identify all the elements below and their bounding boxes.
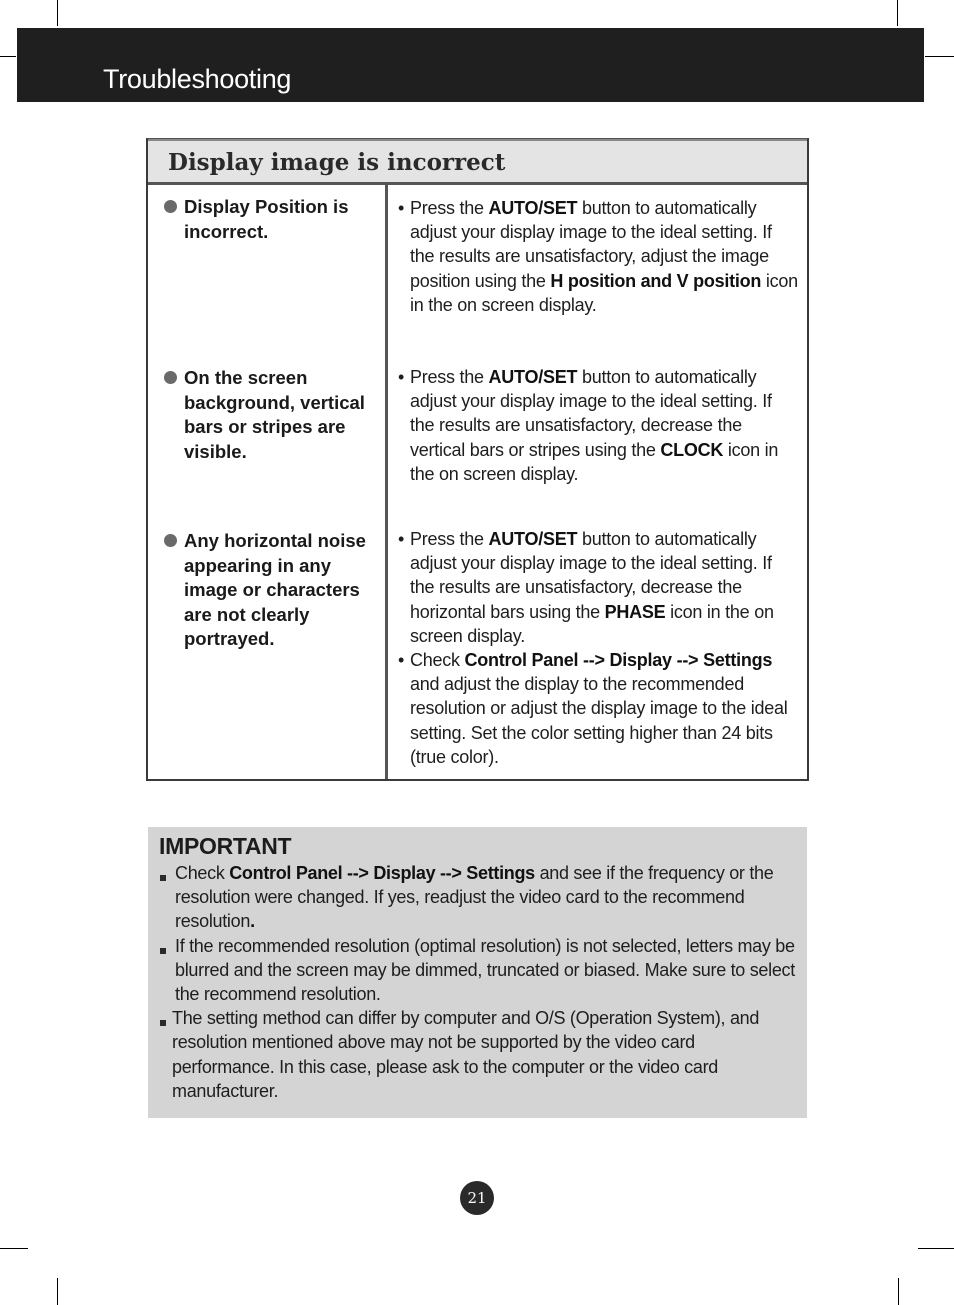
solution-text: Press the [410,529,489,549]
problem-label: Display Position is incorrect. [184,196,349,242]
crop-mark [0,56,16,57]
crop-mark [918,1248,954,1249]
important-item [158,1006,798,1103]
problem-label: On the screen background, vertical bars or stripes are visible. [184,367,365,462]
bullet-icon: • [398,529,405,549]
solution-bold: AUTO/SET [488,367,578,387]
solution-bold: PHASE [604,601,666,622]
solution-item [398,648,798,769]
problem-label: Any horizontal noise appearing in any image or characters are not clearly portrayed. [184,530,366,649]
solution-text: button to automatically adjust your display image to the ideal setting. If the results are unsatisfactory, adjust the image position using the [410,198,772,291]
solution-horizontal-noise [398,527,798,769]
important-text: If the recommended resolution (optimal resolution) is not selected, letters may be blurred and the screen may be dimmed, truncated or biased. Make sure to select the recommend resolution. [175,935,795,1005]
important-text: The setting method can differ by computer and O/S (Operation System), and resolution mentioned above may not be supported by the video card performance. In this case, please ask to the computer or the video card manufacturer. [172,1008,760,1101]
solution-text: and adjust the display to the recommended resolution or adjust the display image to the ideal setting. Set the color setting higher than 24 bits (true color). [410,674,788,767]
solution-bold: AUTO/SET [488,198,578,218]
bullet-icon [164,371,177,384]
important-bold: . [250,911,255,932]
important-bold: Control Panel --> Display --> Settings [229,863,535,883]
page-number: 21 [460,1181,494,1215]
table-header [148,139,807,185]
problem-vertical-bars [162,366,377,464]
bullet-icon [164,200,177,213]
solution-item [398,527,798,648]
bullet-icon [164,534,177,547]
solution-item [398,365,798,486]
solution-text: Press the [410,367,489,387]
solution-bold: H position and V position [550,270,762,291]
crop-mark [898,1278,899,1305]
crop-mark [897,0,898,26]
bullet-icon: • [398,650,405,671]
bullet-icon: • [398,367,405,387]
solution-bold: AUTO/SET [488,529,578,549]
solution-text: Press the [410,198,489,218]
solution-item [398,196,798,317]
problem-horizontal-noise [162,529,377,652]
important-item [158,861,798,934]
page-title: Troubleshooting [103,64,292,94]
troubleshooting-table [146,138,809,781]
square-bullet-icon [160,1020,166,1026]
solution-text: icon in the on screen display. [410,270,798,315]
solution-vertical-bars [398,365,798,486]
important-item [158,934,798,1007]
important-title: IMPORTANT [159,833,292,859]
crop-mark [925,56,954,57]
crop-mark [57,0,58,26]
square-bullet-icon [160,948,166,954]
crop-mark [57,1278,58,1305]
solution-bold: Control Panel --> Display --> Settings [464,650,773,671]
table-title: Display image is incorrect [168,149,506,176]
solution-text: button to automatically adjust your display image to the ideal setting. If the results are unsatisfactory, decrease the vertical bars or stripes using the [410,367,772,460]
column-divider [385,185,388,779]
solution-bold: CLOCK [660,439,724,460]
square-bullet-icon [160,875,166,881]
solution-text: icon in the on screen display. [410,601,774,646]
solution-text: Check [410,650,465,671]
crop-mark [0,1248,28,1249]
solution-text: button to automatically adjust your display image to the ideal setting. If the results are unsatisfactory, decrease the horizontal bars using the [410,529,772,622]
important-text: and see if the frequency or the resolution were changed. If yes, readjust the video card to the recommend resolution [175,863,774,932]
important-text: Check [175,863,230,883]
bullet-icon: • [398,198,405,218]
problem-display-position [162,195,377,244]
solution-text: icon in the on screen display. [410,439,779,484]
solution-display-position [398,196,798,317]
important-box [148,827,807,1118]
important-list [158,861,798,1103]
